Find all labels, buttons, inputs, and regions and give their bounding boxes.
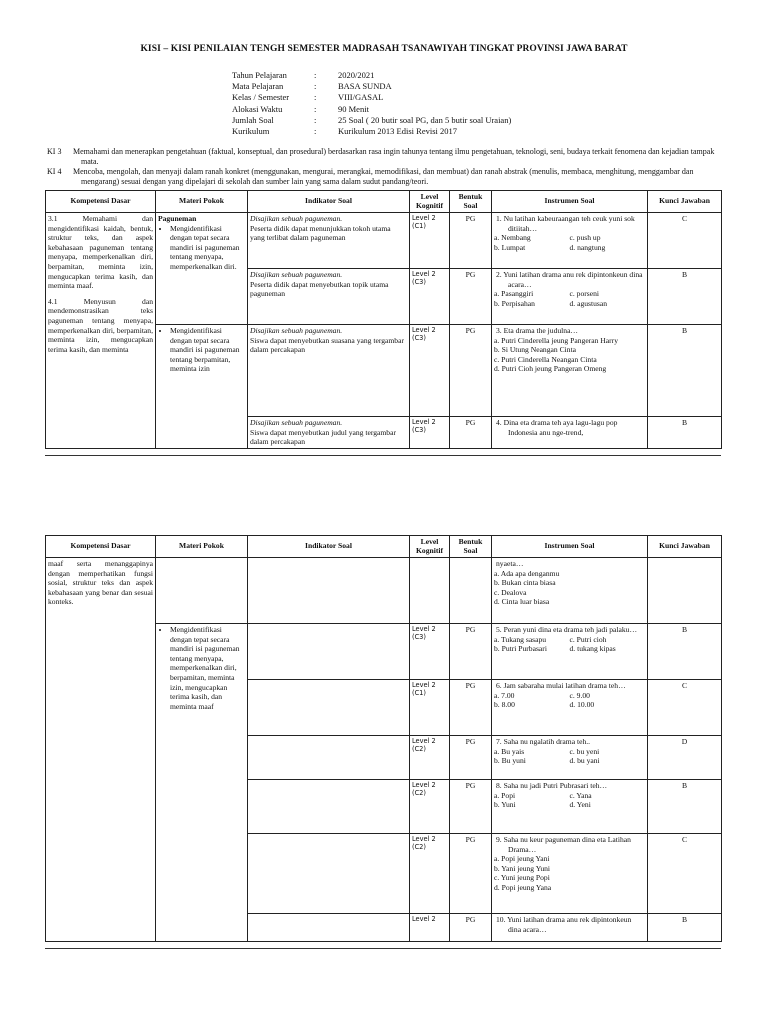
kunci-jawaban-cell [648, 558, 722, 624]
materi-list [158, 326, 245, 374]
header-materi-pokok: Materi Pokok [156, 536, 248, 558]
level-kognitif-cell: Level 2 (C2) [410, 834, 450, 914]
bentuk-soal-cell [450, 558, 492, 624]
answer-option: c. bu yeni [569, 746, 600, 756]
header-kompetensi-dasar: Kompetensi Dasar [46, 191, 156, 213]
meta-colon: : [314, 114, 317, 125]
indikator-cell [248, 780, 410, 834]
header-kompetensi-dasar: Kompetensi Dasar [46, 536, 156, 558]
answer-option: a. Pasanggiri [494, 289, 534, 299]
materi-pokok-cell [156, 325, 248, 449]
materi-item: • Mengidentifikasi dengan tepat secara mandiri isi paguneman tentang menyapa, memperkenalkan diri, berpamitan, meminta izin, mengucapkan terima kasih, dan meminta maaf [170, 625, 245, 711]
meta-label: Tahun Pelajaran [232, 70, 287, 80]
header-indikator-soal: Indikator Soal [248, 536, 410, 558]
level-kognitif-cell: Level 2 (C2) [410, 780, 450, 834]
answer-option: a. Tukang sasapu [494, 634, 547, 644]
page-title: KISI – KISI PENILAIAN TENGH SEMESTER MADRASAH TSANAWIYAH TINGKAT PROVINSI JAWA BARAT [140, 44, 628, 54]
kompetensi-dasar-cell [46, 213, 156, 449]
answer-option: d. agustusan [569, 298, 608, 308]
answer-option: d. Popi jeung Yana [494, 882, 552, 892]
kd-3-1: 3.1 Memahami dan mengidentifikasi kaidah, bentuk, struktur teks, dan aspek kebahasaan paguneman tentang menyapa, memperkenalkan diri, berpamitan, meminta izin, mengucapkan terima kasih, dan meminta maaf. [48, 214, 153, 291]
question-stem: 1. Nu latihan kabeuraangan teh ceuk yuni sok ditiitah… [496, 214, 635, 233]
answer-option: d. 10.00 [569, 700, 595, 710]
instrumen-cell [492, 834, 648, 914]
answer-options [494, 336, 645, 374]
answer-option: d. nangtung [569, 242, 606, 252]
answer-option: a. Popi jeung Yani [494, 854, 550, 864]
answer-option: b. Yani jeung Yuni [494, 863, 551, 873]
header-kunci-jawaban: Kunci Jawaban [648, 191, 722, 213]
kunci-jawaban-cell: B [648, 914, 722, 942]
meta-value: 90 Menit [338, 103, 369, 114]
kd-4-1: 4.1 Menyusun dan mendemonstrasikan teks paguneman tentang menyapa, memperkenalkan diri, berpamitan, meminta izin, mengucapkan terima kasih, dan meminta [48, 296, 153, 354]
level-kognitif-cell: Level 2 (C3) [410, 325, 450, 417]
answer-option: b. Si Utung Neangan Cinta [494, 345, 577, 355]
document-meta [232, 70, 511, 137]
instrumen-cell [492, 558, 648, 624]
answer-option: c. push up [569, 233, 601, 243]
kompetensi-dasar-cell [46, 558, 156, 942]
materi-item: • Mengidentifikasi dengan tepat secara mandiri isi paguneman tentang menyapa, memperkenalkan diri. [170, 224, 245, 272]
question-stem: 3. Eta drama the judulna… [496, 326, 579, 335]
answer-option: a. Popi [494, 790, 516, 800]
answer-options [494, 635, 645, 654]
header-materi-pokok: Materi Pokok [156, 191, 248, 213]
kunci-jawaban-cell: B [648, 624, 722, 680]
materi-pokok-cell [156, 213, 248, 325]
answer-options [494, 747, 645, 766]
answer-option: b. Lumpat [494, 242, 526, 252]
table-row [46, 213, 722, 269]
bentuk-soal-cell: PG [450, 680, 492, 736]
question-stem: 6. Jam sabaraha mulai latihan drama teh… [496, 681, 626, 690]
kunci-jawaban-cell: C [648, 834, 722, 914]
materi-list [158, 224, 245, 272]
answer-options [494, 569, 645, 607]
indikator-cell [248, 269, 410, 325]
instrumen-cell [492, 780, 648, 834]
meta-colon: : [314, 92, 317, 103]
answer-options [494, 289, 645, 308]
meta-colon: : [314, 126, 317, 137]
meta-row [232, 70, 511, 81]
instrumen-cell [492, 269, 648, 325]
answer-option: d. Putri Cioh jeung Pangeran Omeng [494, 364, 607, 374]
meta-label: Kurikulum [232, 126, 270, 137]
ki-number: KI 3 [47, 147, 62, 156]
ki-text: Memahami dan menerapkan pengetahuan (faktual, konseptual, dan prosedural) berdasarkan rasa ingin tahunya tentang ilmu pengetahuan, teknologi, seni, budaya terkait fenomena dan kejadian tampak mata. [73, 147, 715, 166]
kunci-jawaban-cell: B [648, 780, 722, 834]
answer-option: b. 8.00 [494, 700, 515, 710]
level-kognitif-cell [410, 558, 450, 624]
meta-row [232, 115, 511, 126]
answer-option: b. Yuni [494, 800, 516, 810]
indikator-title: Disajikan sebuah paguneman. [250, 418, 343, 427]
header-level-kognitif: Level Kognitif [410, 191, 450, 213]
bentuk-soal-cell: PG [450, 213, 492, 269]
level-kognitif-cell: Level 2 (C1) [410, 213, 450, 269]
page-divider [45, 455, 721, 456]
meta-colon: : [314, 70, 317, 80]
ki-item [47, 147, 729, 166]
meta-label: Kelas / Semester [232, 92, 290, 103]
answer-options [494, 233, 645, 252]
kunci-jawaban-cell: C [648, 213, 722, 269]
kunci-jawaban-cell: C [648, 680, 722, 736]
materi-pokok-cell [156, 624, 248, 942]
indikator-cell [248, 834, 410, 914]
answer-option: d. bu yani [569, 756, 600, 766]
answer-option: b. Perpisahan [494, 298, 535, 308]
answer-option: c. 9.00 [569, 690, 590, 700]
indikator-cell [248, 736, 410, 780]
meta-colon: : [314, 103, 317, 114]
materi-list [158, 625, 245, 711]
level-kognitif-cell: Level 2 (C3) [410, 624, 450, 680]
meta-row [232, 104, 511, 115]
header-bentuk-soal: Bentuk Soal [450, 191, 492, 213]
indikator-text: Siswa dapat menyebutkan judul yang tergambar dalam percakapan [250, 427, 397, 447]
header-kunci-jawaban: Kunci Jawaban [648, 536, 722, 558]
kisi-table-1 [45, 190, 722, 449]
instrumen-cell [492, 680, 648, 736]
answer-option: a. Bu yais [494, 746, 525, 756]
ki-item [47, 167, 729, 186]
header-bentuk-soal: Bentuk Soal [450, 536, 492, 558]
answer-option: d. Cinta luar biasa [494, 597, 550, 607]
meta-label: Jumlah Soal [232, 114, 274, 125]
table-row [46, 558, 722, 624]
kunci-jawaban-cell: B [648, 325, 722, 417]
meta-row [232, 126, 511, 137]
kunci-jawaban-cell: D [648, 736, 722, 780]
kunci-jawaban-cell: B [648, 417, 722, 449]
answer-options [494, 854, 645, 892]
instrumen-cell [492, 736, 648, 780]
header-instrumen-soal: Instrumen Soal [492, 536, 648, 558]
instrumen-cell [492, 417, 648, 449]
meta-row [232, 92, 511, 103]
meta-colon: : [314, 81, 317, 92]
question-stem: nyaeta… [496, 559, 524, 568]
answer-option: c. Dealova [494, 587, 527, 597]
indikator-cell [248, 417, 410, 449]
level-kognitif-cell: Level 2 [410, 914, 450, 942]
answer-option: c. Yuni jeung Popi [494, 873, 550, 883]
kd-continuation: maaf serta menanggapinya dengan memperhatikan fungsi sosial, struktur teks dan aspek kebahasaan yang benar dan sesuai konteks. [48, 559, 153, 607]
level-kognitif-cell: Level 2 (C2) [410, 736, 450, 780]
indikator-cell [248, 624, 410, 680]
bentuk-soal-cell: PG [450, 914, 492, 942]
indikator-text: Peserta didik dapat menyebutkan topik utama paguneman [250, 279, 389, 299]
meta-label: Alokasi Waktu [232, 103, 283, 114]
meta-value: 2020/2021 [338, 70, 375, 80]
answer-option: b. Putri Purbasari [494, 644, 547, 654]
question-stem: 9. Saha nu keur paguneman dina eta Latihan Drama… [496, 835, 631, 854]
header-indikator-soal: Indikator Soal [248, 191, 410, 213]
bentuk-soal-cell: PG [450, 834, 492, 914]
answer-option: c. Putri cioh [569, 634, 607, 644]
bentuk-soal-cell: PG [450, 269, 492, 325]
meta-row [232, 81, 511, 92]
materi-pokok-cell [156, 558, 248, 624]
question-stem: 4. Dina eta drama teh aya lagu-lagu pop Indonesia anu nge-trend, [496, 418, 618, 437]
indikator-cell [248, 914, 410, 942]
answer-option: b. Bukan cinta biasa [494, 578, 556, 588]
indikator-cell [248, 325, 410, 417]
bentuk-soal-cell: PG [450, 780, 492, 834]
answer-option: c. porseni [569, 289, 600, 299]
question-stem: 2. Yuni latihan drama anu rek dipintonkeun dina acara… [496, 270, 643, 289]
level-kognitif-cell: Level 2 (C3) [410, 269, 450, 325]
answer-option: a. Nembang [494, 233, 531, 243]
page-divider [45, 948, 721, 949]
answer-option: a. 7.00 [494, 690, 515, 700]
indikator-cell [248, 680, 410, 736]
level-kognitif-cell: Level 2 (C1) [410, 680, 450, 736]
meta-value: VIII/GASAL [338, 92, 384, 103]
materi-title: Paguneman [158, 214, 197, 223]
meta-value: Kurikulum 2013 Edisi Revisi 2017 [338, 126, 457, 137]
level-kognitif-cell: Level 2 (C3) [410, 417, 450, 449]
indikator-cell [248, 213, 410, 269]
kisi-table-2 [45, 535, 722, 942]
instrumen-cell [492, 624, 648, 680]
indikator-title: Disajikan sebuah paguneman. [250, 214, 343, 223]
materi-item: • Mengidentifikasi dengan tepat secara mandiri isi paguneman tentang berpamitan, meminta izin [170, 326, 245, 374]
header-level-kognitif: Level Kognitif [410, 536, 450, 558]
question-stem: 7. Saha nu ngalatih drama teh.. [496, 737, 591, 746]
answer-option: c. Yana [569, 790, 592, 800]
indikator-title: Disajikan sebuah paguneman. [250, 326, 343, 335]
answer-option: a. Ada apa denganmu [494, 568, 560, 578]
instrumen-cell [492, 914, 648, 942]
indikator-title: Disajikan sebuah paguneman. [250, 270, 343, 279]
indikator-text: Siswa dapat menyebutkan suasana yang tergambar dalam percakapan [250, 335, 405, 355]
meta-value: 25 Soal ( 20 butir soal PG, dan 5 butir soal Uraian) [338, 114, 512, 125]
answer-options [494, 791, 645, 810]
question-stem: 10. Yuni latihan drama anu rek dipintonkeun dina acara… [496, 915, 632, 934]
question-stem: 8. Saha nu jadi Putri Pubrasari teh… [496, 781, 608, 790]
kunci-jawaban-cell: B [648, 269, 722, 325]
bentuk-soal-cell: PG [450, 624, 492, 680]
answer-option: d. Yeni [569, 800, 591, 810]
bentuk-soal-cell: PG [450, 417, 492, 449]
bentuk-soal-cell: PG [450, 325, 492, 417]
question-stem: 5. Peran yuni dina eta drama teh jadi palaku… [496, 625, 638, 634]
instrumen-cell [492, 213, 648, 269]
ki-text: Mencoba, mengolah, dan menyaji dalam ranah konkret (menggunakan, mengurai, merangkai, memodifikasi, dan membuat) dan ranah abstrak (menulis, membaca, menghitung, menggambar dan mengarang) sesuai dengan yang dipelajari di sekolah dan sumber lain yang sama dalam sudut pandang/teori. [73, 167, 694, 186]
answer-option: a. Putri Cinderella jeung Pangeran Harry [494, 335, 618, 345]
answer-option: b. Bu yuni [494, 756, 526, 766]
bentuk-soal-cell: PG [450, 736, 492, 780]
indikator-text: Peserta didik dapat menunjukkan tokoh utama yang terlibat dalam paguneman [250, 223, 391, 243]
answer-option: d. tukang kipas [569, 644, 616, 654]
meta-value: BASA SUNDA [338, 81, 392, 92]
answer-options [494, 691, 645, 710]
answer-option: c. Putri Cinderella Neangan Cinta [494, 354, 597, 364]
indikator-cell [248, 558, 410, 624]
instrumen-cell [492, 325, 648, 417]
ki-number: KI 4 [47, 167, 62, 176]
meta-label: Mata Pelajaran [232, 81, 284, 92]
header-instrumen-soal: Instrumen Soal [492, 191, 648, 213]
